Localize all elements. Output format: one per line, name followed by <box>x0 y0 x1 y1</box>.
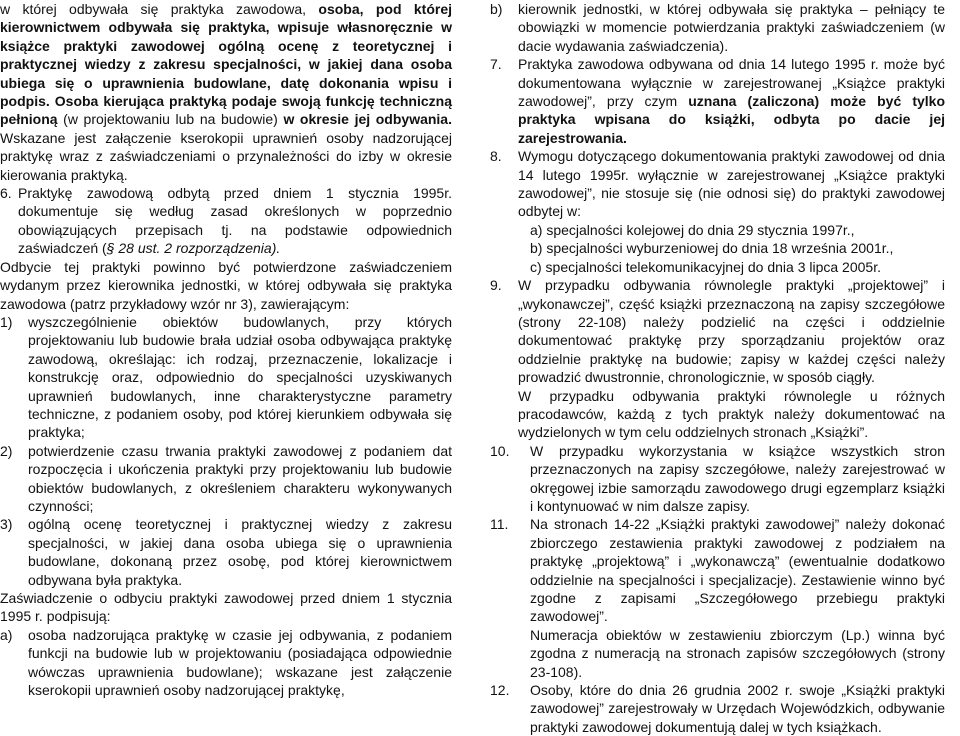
list-item: b) kierownik jednostki, w której odbywała się praktyka – pełniący te obowiązki w momencie potwierdzania praktyki zaświadczeniem (w dacie wydawania zaświadczenia). <box>490 1 945 54</box>
list-item: 1) wyszczególnienie obiektów budowlanych, przy których projektowaniu lub budowie brała udział osoba odbywająca praktykę zawodową, określając: ich rodzaj, przeznaczenie, lokalizacje i konstrukcję oraz, odpowiednio do specjalności uzyskiwanych uprawnień budowlanych, inne charakterystyczne parametry techniczne, z podaniem osoby, pod której kierunkiem odbywała się praktyka; <box>0 313 452 441</box>
sub-item: c) specjalności telekomunikacyjnej do dnia 3 lipca 2005r. <box>530 258 881 275</box>
list-item: 3) ogólną ocenę teoretycznej i praktycznej wiedzy z zakresu specjalności, w jakiej dana osoba ubiega się o uprawnienia budowlane, dokonaną przez osobę, pod której kierownictwem odbywana była praktyka. <box>0 516 452 588</box>
section-11: 11. Na stronach 14-22 „Książki praktyki zawodowej” należy dokonać zbiorczego zestawienia praktyki zawodowej z podziałem na praktykę „projektową” i „wykonawczą” (ewentualnie dodatkowo oddzielnie na specjalności i specjalizacje). Zestawienie winno być zgodne z zapisami „Szczegółowego przebiegu praktyki zawodowej”. Numeracja obiektów w zestawieniu zbiorczym (Lp.) winna być zgodna z numeracją na stronach zapisów szczegółowych (strony 23-108). <box>490 516 945 680</box>
left-column <box>0 0 452 699</box>
sub-item: a) specjalności kolejowej do dnia 29 stycznia 1997r., <box>530 221 855 238</box>
section-9-continuation: W przypadku odbywania praktyki równolegle u różnych pracodawców, każdą z tych praktyk należy dokumentować na wydzielonych w tym celu oddzielnych stronach „Książki”. <box>518 387 945 441</box>
sub-item: b) specjalności wyburzeniowej do dnia 18 września 2001r., <box>530 240 894 257</box>
paragraph-certificate: Odbycie tej praktyki powinno być potwierdzone zaświadczeniem wydanym przez kierownika jednostki, w której odbywała się praktyka zawodowa (patrz przykładowy wzór nr 3), zawierającym: <box>0 258 452 312</box>
section-8: 8. Wymogu dotyczącego dokumentowania praktyki zawodowej od dnia 14 lutego 1995r. wyłącznie w zarejestrowanej „Książce praktyki zawodowej”, nie stosuje się (nie odnosi się) do praktyki zawodowej odbytej w: <box>490 148 945 220</box>
section-6: 6. Praktykę zawodową odbytą przed dniem 1 stycznia 1995r. dokumentuje się według zasad określonych w poprzednio obowiązujących przepisach tj. na podstawie odpowiednich zaświadczeń (§ 28 ust. 2 rozporządzenia). <box>0 185 452 257</box>
section-11-continuation: Numeracja obiektów w zestawieniu zbiorczym (Lp.) winna być zgodna z numeracją na stronach zapisów szczegółowych (strony 23-108). <box>530 626 945 680</box>
section-9: 9. W przypadku odbywania równolegle praktyki „projektowej” i „wykonawczej”, część książki przeznaczoną na zapisy szczegółowe (strony 22-108) należy podzielić na części i oddzielnie dokumentować praktykę przy sporządzaniu projektów oraz oddzielnie praktykę na budowie; zapisy w każdej części należy prowadzić dwustronnie, chronologicznie, w sposób ciągły. W przypadku odbywania praktyki równolegle u różnych pracodawców, każdą z tych praktyk należy dokumentować na wydzielonych w tym celu oddzielnych stronach „Książki”. <box>490 277 945 441</box>
paragraph-supervisor: w której odbywała się praktyka zawodowa, osoba, pod której kierownictwem odbywała się praktyka, wpisuje własnoręcznie w książce praktyki zawodowej ogólną ocenę z teoretycznej i praktycznej wiedzy z zakresu specjalności, w jakiej dana osoba ubiega się o uprawnienia budowlane, datę dokonania wpisu i podpis. Osoba kierująca praktyką podaje swoją funkcję techniczną pełnioną (w projektowaniu lub na budowie) w okresie jej odbywania. Wskazane jest załączenie kserokopii uprawnień osoby nadzorującej praktykę wraz z zaświadczeniami o przynależności do izby w okresie kierowania praktyką. <box>0 1 452 183</box>
section-10: 10. W przypadku wykorzystania w książce wszystkich stron przeznaczonych na zapisy szczegółowe, należy zarejestrować w okręgowej izbie samorządu zawodowego drugi egzemplarz książki i kontynuować w nim dalsze zapisy. <box>490 442 945 514</box>
section-number: 6. <box>0 185 12 202</box>
right-column <box>490 0 945 736</box>
list-item: a) osoba nadzorująca praktykę w czasie jej odbywania, z podaniem funkcji na budowie lub w projektowaniu (posiadająca odpowiednie wówczas uprawnienia budowlane); wskazane jest załączenie kserokopii uprawnień osoby nadzorującej praktykę, <box>0 626 452 699</box>
paragraph-signatories: Zaświadczenie o odbyciu praktyki zawodowej przed dniem 1 stycznia 1995 r. podpisują: <box>0 590 452 625</box>
section-7: 7. Praktyka zawodowa odbywana od dnia 14 lutego 1995 r. może być dokumentowana wyłącznie w zarejestrowanej „Książce praktyki zawodowej”, przy czym uznana (zaliczona) może być tylko praktyka wpisana do książki, odbyta po dacie jej zarejestrowania. <box>490 56 946 146</box>
section-12: 12. Osoby, które do dnia 26 grudnia 2002 r. swoje „Książki praktyki zawodowej” zarejestrowały w Urzędach Wojewódzkich, odbywanie praktyki zawodowej dokumentują dalej w tych książkach. <box>490 682 945 735</box>
list-item: 2) potwierdzenie czasu trwania praktyki zawodowej z podaniem dat rozpoczęcia i ukończenia praktyki przy projektowaniu lub budowie obiektów budowlanych, z określeniem charakteru wykonywanych czynności; <box>0 442 452 514</box>
